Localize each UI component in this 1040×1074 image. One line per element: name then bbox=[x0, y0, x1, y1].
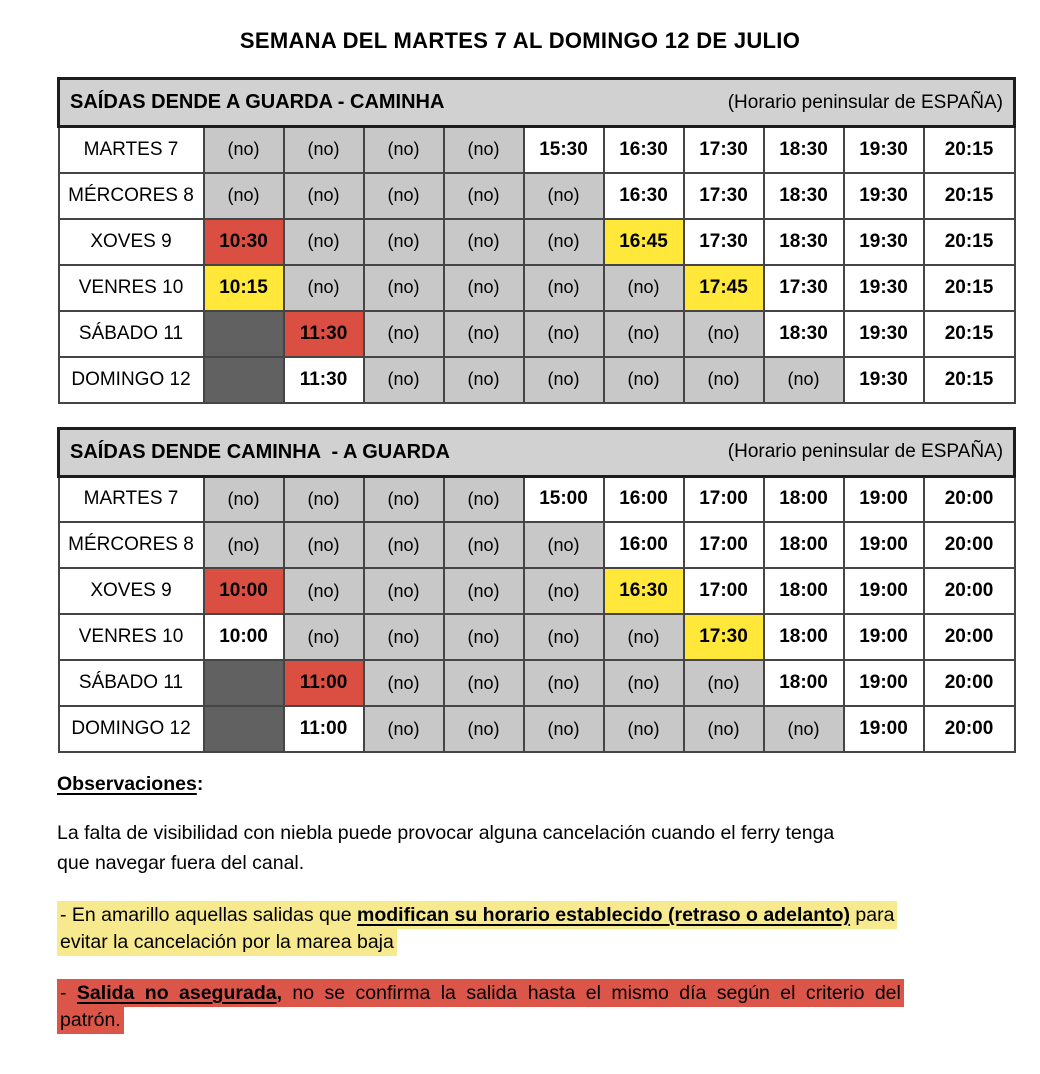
table-row bbox=[59, 614, 1015, 660]
departure-time-cell: 20:00 bbox=[924, 614, 1015, 660]
no-service-cell: (no) bbox=[524, 219, 604, 265]
departure-time-cell: 19:30 bbox=[844, 265, 924, 311]
ferry-schedule-notice bbox=[0, 28, 1040, 1056]
departure-time-cell: 18:00 bbox=[764, 476, 844, 522]
empty-cell bbox=[204, 706, 284, 752]
departure-time-cell: 18:30 bbox=[764, 127, 844, 173]
empty-cell bbox=[204, 357, 284, 403]
no-service-cell: (no) bbox=[444, 265, 524, 311]
no-service-cell: (no) bbox=[364, 706, 444, 752]
departure-time-cell: 18:00 bbox=[764, 614, 844, 660]
departure-time-cell: 20:00 bbox=[924, 522, 1015, 568]
departure-time-cell: 15:00 bbox=[524, 476, 604, 522]
no-service-cell: (no) bbox=[364, 173, 444, 219]
no-service-cell: (no) bbox=[604, 357, 684, 403]
table-row bbox=[59, 265, 1015, 311]
table-header-row bbox=[59, 79, 1015, 127]
modified-departure-cell: 17:45 bbox=[684, 265, 764, 311]
departure-time-cell: 17:00 bbox=[684, 568, 764, 614]
no-service-cell: (no) bbox=[524, 265, 604, 311]
no-service-cell: (no) bbox=[284, 173, 364, 219]
no-service-cell: (no) bbox=[444, 522, 524, 568]
no-service-cell: (no) bbox=[444, 311, 524, 357]
day-label: SÁBADO 11 bbox=[59, 660, 204, 706]
departure-time-cell: 11:30 bbox=[284, 357, 364, 403]
schedule-table-caminha-to-aguarda bbox=[57, 427, 1016, 754]
no-service-cell: (no) bbox=[284, 127, 364, 173]
no-service-cell: (no) bbox=[444, 219, 524, 265]
no-service-cell: (no) bbox=[284, 614, 364, 660]
departure-time-cell: 19:30 bbox=[844, 311, 924, 357]
no-service-cell: (no) bbox=[364, 568, 444, 614]
no-service-cell: (no) bbox=[444, 476, 524, 522]
departure-time-cell: 20:00 bbox=[924, 476, 1015, 522]
no-service-cell: (no) bbox=[444, 706, 524, 752]
not-assured-departure-cell: 11:00 bbox=[284, 660, 364, 706]
empty-cell bbox=[204, 311, 284, 357]
modified-departure-cell: 17:30 bbox=[684, 614, 764, 660]
departure-time-cell: 17:00 bbox=[684, 476, 764, 522]
departure-time-cell: 16:30 bbox=[604, 127, 684, 173]
no-service-cell: (no) bbox=[444, 127, 524, 173]
day-label: DOMINGO 12 bbox=[59, 357, 204, 403]
table-row bbox=[59, 127, 1015, 173]
departure-time-cell: 18:00 bbox=[764, 660, 844, 706]
departure-time-cell: 19:00 bbox=[844, 706, 924, 752]
no-service-cell: (no) bbox=[364, 357, 444, 403]
departure-time-cell: 20:15 bbox=[924, 311, 1015, 357]
no-service-cell: (no) bbox=[524, 614, 604, 660]
modified-departure-cell: 16:30 bbox=[604, 568, 684, 614]
departure-time-cell: 11:00 bbox=[284, 706, 364, 752]
table-row bbox=[59, 476, 1015, 522]
departure-time-cell: 18:30 bbox=[764, 311, 844, 357]
no-service-cell: (no) bbox=[284, 476, 364, 522]
day-label: XOVES 9 bbox=[59, 568, 204, 614]
table-row bbox=[59, 568, 1015, 614]
no-service-cell: (no) bbox=[524, 706, 604, 752]
no-service-cell: (no) bbox=[524, 568, 604, 614]
timezone-note: (Horario peninsular de ESPAÑA) bbox=[727, 91, 1004, 113]
observations-section bbox=[57, 773, 990, 1034]
table-header bbox=[59, 79, 1015, 127]
not-assured-departure-cell: 10:30 bbox=[204, 219, 284, 265]
timezone-note: (Horario peninsular de ESPAÑA) bbox=[727, 441, 1004, 462]
departure-time-cell: 20:15 bbox=[924, 173, 1015, 219]
departure-time-cell: 16:00 bbox=[604, 522, 684, 568]
no-service-cell: (no) bbox=[204, 476, 284, 522]
departure-time-cell: 16:00 bbox=[604, 476, 684, 522]
departure-time-cell: 20:15 bbox=[924, 357, 1015, 403]
departure-time-cell: 19:00 bbox=[844, 476, 924, 522]
no-service-cell: (no) bbox=[204, 127, 284, 173]
no-service-cell: (no) bbox=[604, 660, 684, 706]
departure-time-cell: 20:15 bbox=[924, 265, 1015, 311]
departure-time-cell: 20:00 bbox=[924, 568, 1015, 614]
no-service-cell: (no) bbox=[684, 357, 764, 403]
no-service-cell: (no) bbox=[364, 660, 444, 706]
departure-time-cell: 18:30 bbox=[764, 219, 844, 265]
departure-time-cell: 15:30 bbox=[524, 127, 604, 173]
no-service-cell: (no) bbox=[764, 357, 844, 403]
modified-departure-cell: 10:15 bbox=[204, 265, 284, 311]
observations-paragraph: La falta de visibilidad con niebla puede provocar alguna cancelación cuando el ferry tenga que navegar fuera del canal. bbox=[57, 822, 835, 874]
no-service-cell: (no) bbox=[284, 219, 364, 265]
departure-time-cell: 18:30 bbox=[764, 173, 844, 219]
day-label: VENRES 10 bbox=[59, 614, 204, 660]
no-service-cell: (no) bbox=[604, 706, 684, 752]
no-service-cell: (no) bbox=[444, 173, 524, 219]
day-label: XOVES 9 bbox=[59, 219, 204, 265]
departure-time-cell: 17:30 bbox=[684, 219, 764, 265]
no-service-cell: (no) bbox=[684, 311, 764, 357]
day-label: MARTES 7 bbox=[59, 476, 204, 522]
no-service-cell: (no) bbox=[364, 127, 444, 173]
no-service-cell: (no) bbox=[364, 311, 444, 357]
departure-time-cell: 19:30 bbox=[844, 127, 924, 173]
no-service-cell: (no) bbox=[204, 522, 284, 568]
route-title: SAÍDAS DENDE A GUARDA - CAMINHA bbox=[70, 91, 445, 113]
yellow-legend-note bbox=[57, 902, 990, 956]
no-service-cell: (no) bbox=[604, 265, 684, 311]
day-label: MÉRCORES 8 bbox=[59, 522, 204, 568]
no-service-cell: (no) bbox=[524, 173, 604, 219]
departure-time-cell: 16:30 bbox=[604, 173, 684, 219]
departure-time-cell: 17:00 bbox=[684, 522, 764, 568]
yellow-highlight: - En amarillo aquellas salidas que modifican su horario establecido (retraso o adelanto) para evitar la cancelación por la marea baja bbox=[57, 901, 897, 956]
not-assured-departure-cell: 11:30 bbox=[284, 311, 364, 357]
departure-time-cell: 20:00 bbox=[924, 660, 1015, 706]
departure-time-cell: 10:00 bbox=[204, 614, 284, 660]
departure-time-cell: 18:00 bbox=[764, 568, 844, 614]
no-service-cell: (no) bbox=[284, 568, 364, 614]
departure-time-cell: 19:00 bbox=[844, 614, 924, 660]
table-row bbox=[59, 173, 1015, 219]
no-service-cell: (no) bbox=[364, 476, 444, 522]
departure-time-cell: 17:30 bbox=[684, 127, 764, 173]
no-service-cell: (no) bbox=[444, 660, 524, 706]
table-row bbox=[59, 522, 1015, 568]
table-row bbox=[59, 660, 1015, 706]
departure-time-cell: 19:00 bbox=[844, 568, 924, 614]
departure-time-cell: 18:00 bbox=[764, 522, 844, 568]
table-row bbox=[59, 311, 1015, 357]
table-row bbox=[59, 706, 1015, 752]
departure-time-cell: 19:30 bbox=[844, 219, 924, 265]
departure-time-cell: 20:15 bbox=[924, 219, 1015, 265]
no-service-cell: (no) bbox=[524, 311, 604, 357]
observations-heading: Observaciones: bbox=[57, 773, 204, 795]
red-legend-note bbox=[57, 980, 990, 1034]
no-service-cell: (no) bbox=[684, 660, 764, 706]
no-service-cell: (no) bbox=[364, 614, 444, 660]
no-service-cell: (no) bbox=[524, 357, 604, 403]
route-title: SAÍDAS DENDE CAMINHA - A GUARDA bbox=[70, 440, 450, 463]
table-header-row bbox=[59, 428, 1015, 476]
not-assured-departure-cell: 10:00 bbox=[204, 568, 284, 614]
departure-time-cell: 19:30 bbox=[844, 357, 924, 403]
no-service-cell: (no) bbox=[524, 660, 604, 706]
day-label: VENRES 10 bbox=[59, 265, 204, 311]
departure-time-cell: 17:30 bbox=[764, 265, 844, 311]
day-label: MÉRCORES 8 bbox=[59, 173, 204, 219]
day-label: MARTES 7 bbox=[59, 127, 204, 173]
no-service-cell: (no) bbox=[524, 522, 604, 568]
table-row bbox=[59, 357, 1015, 403]
empty-cell bbox=[204, 660, 284, 706]
no-service-cell: (no) bbox=[444, 357, 524, 403]
no-service-cell: (no) bbox=[284, 522, 364, 568]
no-service-cell: (no) bbox=[284, 265, 364, 311]
no-service-cell: (no) bbox=[364, 265, 444, 311]
day-label: DOMINGO 12 bbox=[59, 706, 204, 752]
no-service-cell: (no) bbox=[204, 173, 284, 219]
modified-departure-cell: 16:45 bbox=[604, 219, 684, 265]
no-service-cell: (no) bbox=[364, 219, 444, 265]
no-service-cell: (no) bbox=[444, 614, 524, 660]
departure-time-cell: 20:00 bbox=[924, 706, 1015, 752]
departure-time-cell: 19:30 bbox=[844, 173, 924, 219]
no-service-cell: (no) bbox=[684, 706, 764, 752]
page-title: SEMANA DEL MARTES 7 AL DOMINGO 12 DE JULIO bbox=[239, 28, 801, 53]
red-highlight: - Salida no asegurada, no se confirma la salida hasta el mismo día según el criterio del patrón. bbox=[57, 979, 904, 1034]
day-label: SÁBADO 11 bbox=[59, 311, 204, 357]
departure-time-cell: 20:15 bbox=[924, 127, 1015, 173]
no-service-cell: (no) bbox=[604, 614, 684, 660]
departure-time-cell: 19:00 bbox=[844, 660, 924, 706]
table-header bbox=[59, 428, 1015, 476]
table-row bbox=[59, 219, 1015, 265]
departure-time-cell: 19:00 bbox=[844, 522, 924, 568]
no-service-cell: (no) bbox=[364, 522, 444, 568]
no-service-cell: (no) bbox=[604, 311, 684, 357]
schedule-table-aguarda-to-caminha bbox=[57, 77, 1016, 404]
departure-time-cell: 17:30 bbox=[684, 173, 764, 219]
no-service-cell: (no) bbox=[764, 706, 844, 752]
no-service-cell: (no) bbox=[444, 568, 524, 614]
